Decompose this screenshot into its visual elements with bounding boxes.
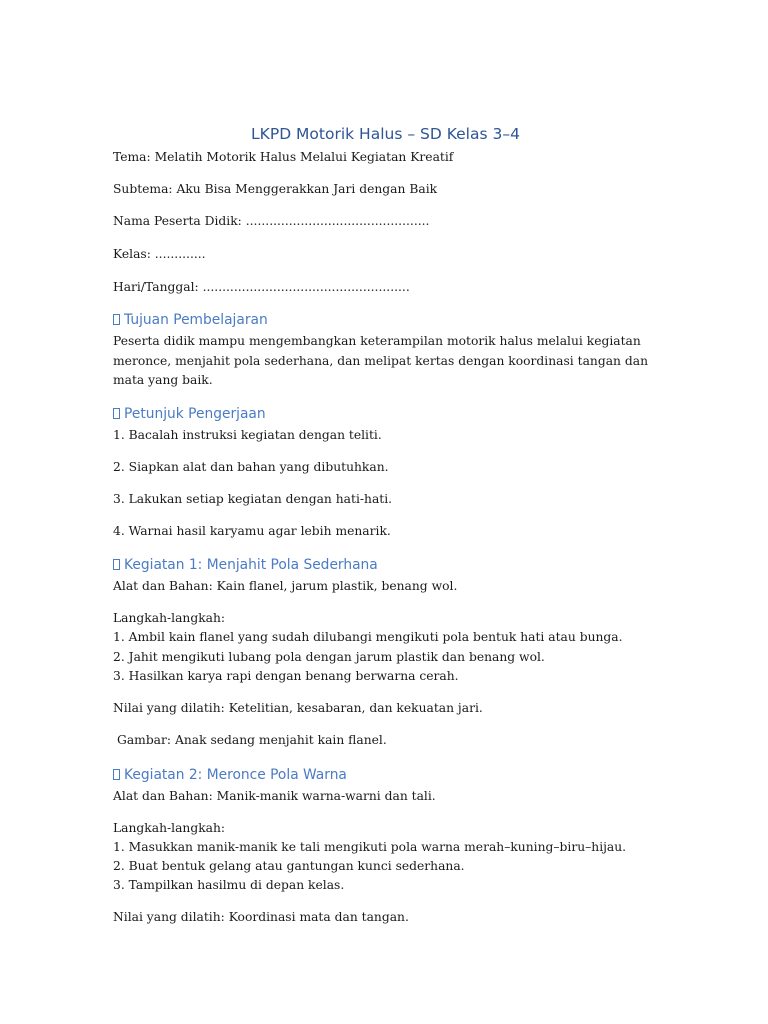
nama-field-line: Nama Peserta Didik: ...............................................	[113, 214, 430, 228]
kelas-field-line: Kelas: .............	[113, 247, 206, 261]
kegiatan1-gambar-caption: Gambar: Anak sedang menjahit kain flanel.	[117, 733, 387, 747]
hari-tanggal-line: Hari/Tanggal: .....................................................	[113, 280, 410, 294]
kegiatan2-step: 2. Buat bentuk gelang atau gantungan kunci sederhana.	[113, 859, 465, 873]
kegiatan2-heading-text: Kegiatan 2: Meronce Pola Warna	[124, 767, 347, 783]
kegiatan2-langkah-label: Langkah-langkah:	[113, 821, 226, 835]
missing-glyph-icon	[113, 769, 120, 780]
kegiatan2-step: 1. Masukkan manik-manik ke tali mengikuti pola warna merah–kuning–biru–hijau.	[113, 840, 627, 854]
petunjuk-heading-text: Petunjuk Pengerjaan	[124, 406, 266, 422]
kegiatan1-step: 3. Hasilkan karya rapi dengan benang berwarna cerah.	[113, 669, 459, 683]
petunjuk-item: 1. Bacalah instruksi kegiatan dengan teliti.	[113, 428, 382, 442]
missing-glyph-icon	[113, 559, 120, 570]
kegiatan1-heading	[113, 555, 378, 575]
kegiatan1-step: 2. Jahit mengikuti lubang pola dengan jarum plastik dan benang wol.	[113, 650, 545, 664]
kegiatan2-alat: Alat dan Bahan: Manik-manik warna-warni dan tali.	[113, 789, 436, 803]
kegiatan1-heading-text: Kegiatan 1: Menjahit Pola Sederhana	[124, 557, 378, 573]
tujuan-text: Peserta didik mampu mengembangkan keterampilan motorik halus melalui kegiatan meronce, menjahit pola sederhana, dan melipat kertas dengan koordinasi tangan dan mata yang baik.	[113, 334, 648, 387]
petunjuk-item: 2. Siapkan alat dan bahan yang dibutuhkan.	[113, 460, 389, 474]
subtema-line: Subtema: Aku Bisa Menggerakkan Jari dengan Baik	[113, 182, 438, 196]
tujuan-heading-text: Tujuan Pembelajaran	[124, 312, 268, 328]
kegiatan1-langkah-label: Langkah-langkah:	[113, 611, 226, 625]
kegiatan1-step: 1. Ambil kain flanel yang sudah dilubangi mengikuti pola bentuk hati atau bunga.	[113, 630, 623, 644]
tujuan-heading	[113, 310, 268, 330]
petunjuk-heading	[113, 404, 266, 424]
kegiatan2-nilai: Nilai yang dilatih: Koordinasi mata dan tangan.	[113, 910, 409, 924]
kegiatan1-nilai: Nilai yang dilatih: Ketelitian, kesabaran, dan kekuatan jari.	[113, 701, 483, 715]
missing-glyph-icon	[113, 408, 120, 419]
kegiatan2-heading	[113, 765, 347, 785]
kegiatan1-alat: Alat dan Bahan: Kain flanel, jarum plastik, benang wol.	[113, 579, 458, 593]
petunjuk-item: 4. Warnai hasil karyamu agar lebih menarik.	[113, 524, 391, 538]
missing-glyph-icon	[113, 314, 120, 325]
tema-line: Tema: Melatih Motorik Halus Melalui Kegiatan Kreatif	[113, 150, 454, 164]
petunjuk-item: 3. Lakukan setiap kegiatan dengan hati-hati.	[113, 492, 393, 506]
document-title: LKPD Motorik Halus – SD Kelas 3–4	[251, 125, 520, 143]
kegiatan2-step: 3. Tampilkan hasilmu di depan kelas.	[113, 878, 345, 892]
